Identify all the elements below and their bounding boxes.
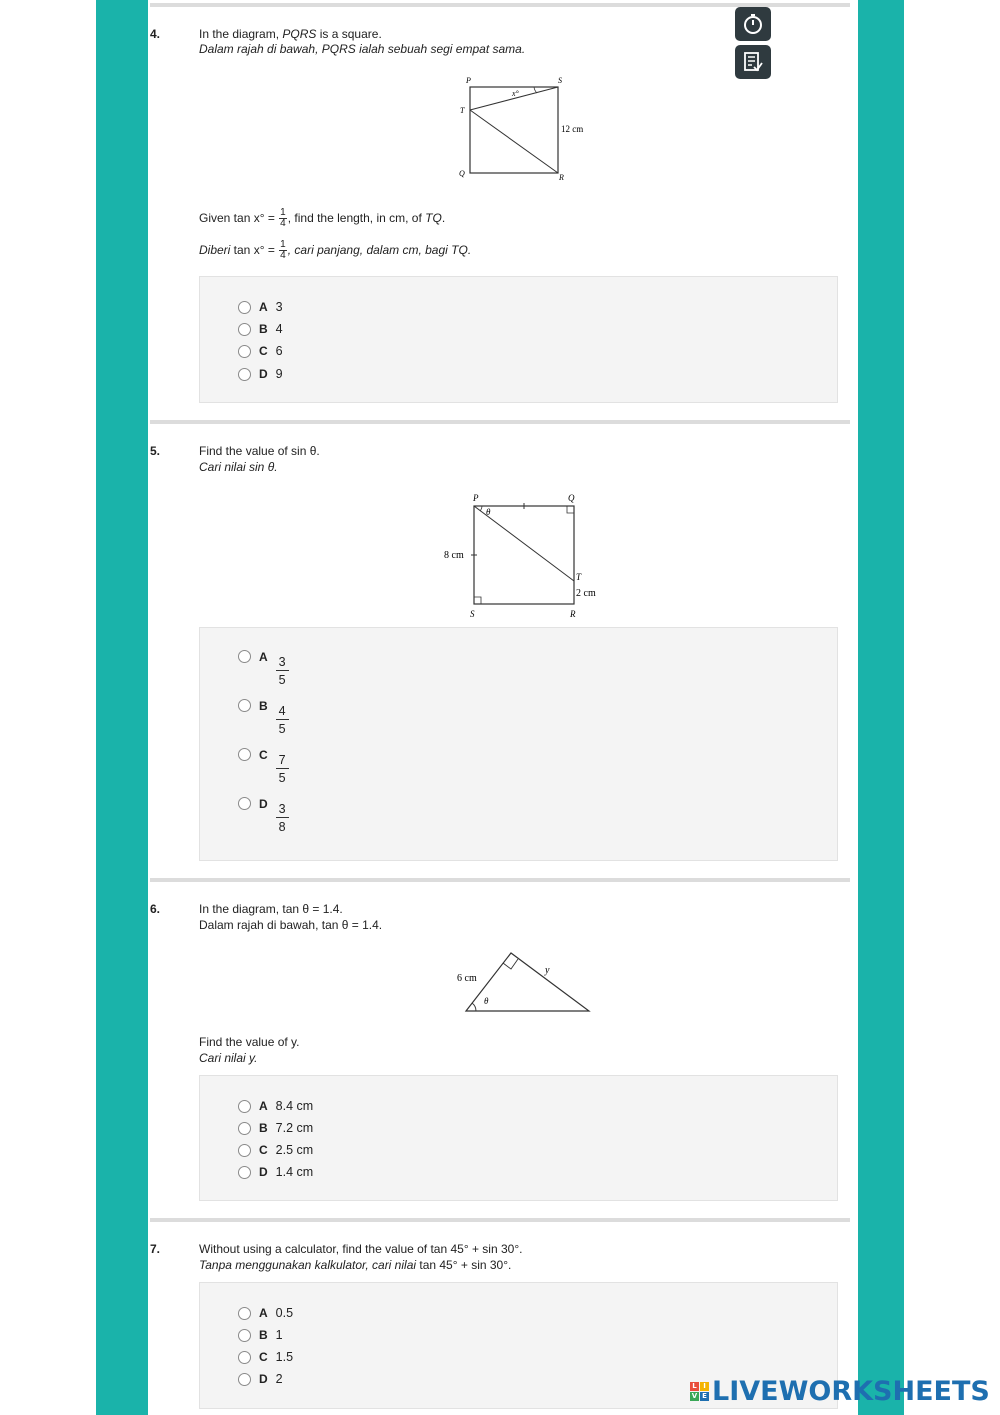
question-text-en: In the diagram, tan θ = 1.4.: [199, 902, 343, 916]
square-pqrs-diagram: [450, 72, 600, 187]
option-letter: A: [259, 1306, 268, 1320]
fraction-numerator: 1: [280, 239, 286, 251]
option-letter: B: [259, 699, 268, 713]
rectangle-pqrs-diagram: [440, 488, 610, 623]
label-q: Q: [459, 169, 465, 178]
option-a[interactable]: [238, 298, 283, 316]
option-letter: A: [259, 1099, 268, 1113]
label-p: P: [473, 493, 479, 503]
label-r: R: [570, 609, 576, 619]
option-value: 1.4 cm: [275, 1165, 314, 1179]
option-c[interactable]: [238, 748, 289, 785]
question-text-part: tan 45° + sin 30°.: [416, 1258, 512, 1272]
fraction: [279, 240, 287, 261]
question-number: 6.: [150, 902, 161, 916]
radio-button[interactable]: [238, 1307, 251, 1320]
timer-button[interactable]: [735, 7, 771, 41]
fraction-numerator: 1: [280, 207, 286, 219]
question-divider: [150, 1218, 850, 1222]
label-r: R: [559, 173, 564, 182]
fraction: [276, 752, 289, 787]
radio-button[interactable]: [238, 1373, 251, 1386]
option-letter: A: [259, 650, 268, 664]
option-c[interactable]: [238, 342, 283, 360]
question-text-part: In the diagram,: [199, 27, 283, 41]
radio-button[interactable]: [238, 1144, 251, 1157]
label-t: T: [576, 572, 582, 582]
given-text-part: Diberi: [199, 243, 231, 257]
option-value: 1.5: [275, 1350, 294, 1364]
given-text-part: Given tan x° =: [199, 211, 279, 225]
logo-letter: L: [690, 1382, 699, 1391]
option-a[interactable]: [238, 1304, 293, 1322]
option-letter: B: [259, 322, 268, 336]
label-p: P: [466, 76, 471, 85]
question-divider: [150, 420, 850, 424]
option-d[interactable]: [238, 1370, 283, 1388]
angle-label: x°: [512, 89, 519, 98]
find-text-ms: Cari nilai y.: [199, 1051, 258, 1065]
option-value: 4: [275, 322, 283, 336]
fraction-denominator: 4: [280, 218, 286, 230]
radio-button[interactable]: [238, 345, 251, 358]
fraction-numerator: 7: [276, 752, 289, 769]
option-value: 0.5: [275, 1306, 294, 1320]
question-text-ms: Dalam rajah di bawah, tan θ = 1.4.: [199, 918, 383, 932]
side-length-label: 12 cm: [561, 124, 584, 134]
question-text-en: [199, 26, 382, 42]
fraction-numerator: 4: [276, 703, 289, 720]
option-d[interactable]: [238, 1163, 313, 1181]
option-b[interactable]: [238, 699, 289, 736]
answer-options-box: [199, 276, 838, 403]
option-b[interactable]: [238, 1326, 283, 1344]
radio-button[interactable]: [238, 1351, 251, 1364]
radio-button[interactable]: [238, 699, 251, 712]
option-a[interactable]: [238, 650, 289, 687]
fraction-denominator: 5: [278, 771, 286, 785]
radio-button[interactable]: [238, 1166, 251, 1179]
question-text-ms: [199, 1257, 511, 1273]
given-text-part: , cari panjang, dalam cm, bagi TQ.: [287, 243, 472, 257]
fraction-denominator: 4: [280, 250, 286, 262]
question-text-part: is a square.: [316, 27, 382, 41]
option-letter: D: [259, 1165, 268, 1179]
logo-letter: E: [700, 1392, 709, 1401]
logo-letter: V: [691, 1391, 698, 1400]
option-letter: A: [259, 300, 268, 314]
timer-icon: [742, 13, 764, 35]
check-answers-icon: [742, 51, 764, 73]
segment-length-label: 2 cm: [576, 588, 596, 599]
question-text-part: PQRS: [282, 27, 317, 41]
option-value: 7.2 cm: [275, 1121, 314, 1135]
option-letter: C: [259, 344, 268, 358]
answer-options-box: [199, 627, 838, 861]
option-letter: C: [259, 1143, 268, 1157]
side-length-label: 6 cm: [457, 973, 477, 984]
liveworksheets-logo: [690, 1374, 990, 1408]
radio-button[interactable]: [238, 1329, 251, 1342]
given-text-part: TQ: [425, 211, 442, 225]
option-value: 6: [275, 344, 283, 358]
fraction-denominator: 8: [278, 820, 286, 834]
option-a[interactable]: [238, 1097, 313, 1115]
question-text-en: Find the value of sin θ.: [199, 444, 320, 458]
given-text-part: .: [441, 211, 446, 225]
label-q: Q: [568, 493, 575, 503]
brand-name: LIVEWORKSHEETS: [712, 1375, 990, 1407]
right-triangle-diagram: [450, 948, 600, 1018]
option-value: 2: [275, 1372, 283, 1386]
radio-button[interactable]: [238, 323, 251, 336]
option-value: 1: [275, 1328, 283, 1342]
option-c[interactable]: [238, 1141, 313, 1159]
check-answers-button[interactable]: [735, 45, 771, 79]
option-d[interactable]: [238, 797, 289, 834]
given-text-part: , find the length, in cm, of: [287, 211, 426, 225]
given-text-ms: [199, 240, 471, 261]
option-letter: B: [259, 1328, 268, 1342]
fraction-numerator: 3: [276, 654, 289, 671]
right-teal-band: [858, 0, 904, 1415]
option-letter: D: [259, 797, 268, 811]
option-letter: D: [259, 1372, 268, 1386]
label-s: S: [558, 76, 562, 85]
question-text-part: Tanpa menggunakan kalkulator, cari nilai: [199, 1258, 417, 1272]
option-value: 2.5 cm: [275, 1143, 314, 1157]
radio-button[interactable]: [238, 1122, 251, 1135]
option-d[interactable]: [238, 365, 283, 383]
left-teal-band: [96, 0, 148, 1415]
fraction: [276, 654, 289, 689]
option-letter: C: [259, 1350, 268, 1364]
question-number: 7.: [150, 1242, 161, 1256]
question-text-ms: Dalam rajah di bawah, PQRS ialah sebuah segi empat sama.: [199, 42, 526, 56]
given-text-en: [199, 208, 445, 229]
option-value: 3: [275, 300, 283, 314]
option-c[interactable]: [238, 1348, 293, 1366]
logo-letter: I: [700, 1382, 709, 1391]
option-letter: B: [259, 1121, 268, 1135]
question-number: 5.: [150, 444, 161, 458]
option-value: 8.4 cm: [275, 1099, 314, 1113]
option-b[interactable]: [238, 320, 283, 338]
y-label: y: [545, 965, 550, 976]
radio-button[interactable]: [238, 368, 251, 381]
answer-options-box: [199, 1075, 838, 1201]
brand-logo-icon: [690, 1382, 709, 1401]
fraction-numerator: 3: [276, 801, 289, 818]
radio-button[interactable]: [238, 1100, 251, 1113]
label-s: S: [470, 609, 475, 619]
radio-button[interactable]: [238, 301, 251, 314]
radio-button[interactable]: [238, 748, 251, 761]
fraction: [276, 801, 289, 836]
fraction: [276, 703, 289, 738]
theta-label: θ: [484, 996, 489, 1006]
given-text-part: tan x° =: [230, 243, 279, 257]
question-text-ms: Cari nilai sin θ.: [199, 460, 278, 474]
option-letter: D: [259, 367, 268, 381]
fraction: [279, 208, 287, 229]
question-text-en: Without using a calculator, find the value of tan 45° + sin 30°.: [199, 1242, 523, 1256]
theta-label: θ: [486, 507, 491, 517]
fraction-denominator: 5: [278, 722, 286, 736]
question-divider: [150, 878, 850, 882]
option-value: 9: [275, 367, 283, 381]
question-number: 4.: [150, 27, 161, 41]
radio-button[interactable]: [238, 650, 251, 663]
option-b[interactable]: [238, 1119, 313, 1137]
find-text-en: Find the value of y.: [199, 1035, 300, 1049]
option-letter: C: [259, 748, 268, 762]
label-t: T: [460, 106, 465, 115]
side-length-label: 8 cm: [444, 550, 464, 561]
fraction-denominator: 5: [278, 673, 286, 687]
radio-button[interactable]: [238, 797, 251, 810]
